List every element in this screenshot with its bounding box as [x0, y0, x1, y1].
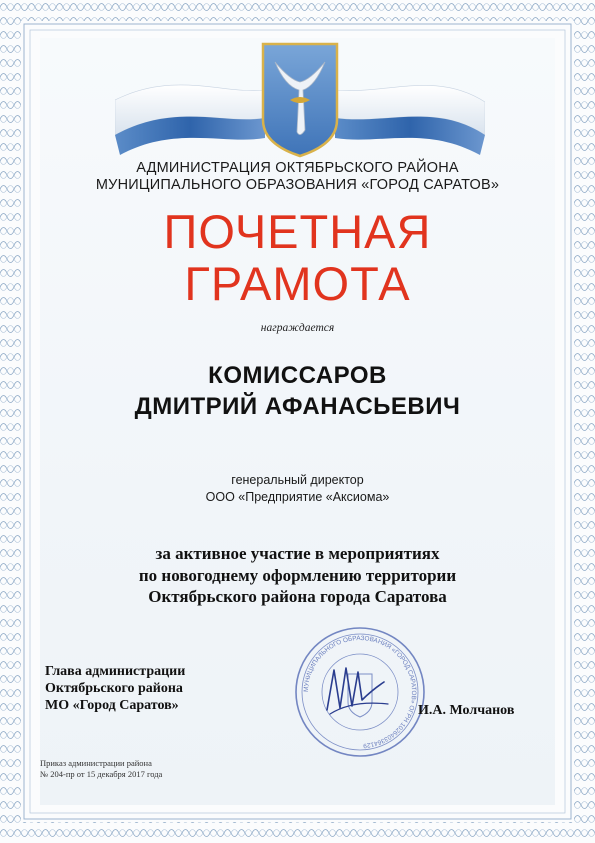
order-reference	[40, 758, 162, 779]
reason-line-2: по новогоднему оформлению территории	[138, 565, 457, 585]
signature-title	[45, 663, 185, 714]
order-line-1: Приказ администрации района	[40, 758, 152, 768]
awarded-label: награждается	[260, 322, 335, 334]
stamp-text: МУНИЦИПАЛЬНОГО ОБРАЗОВАНИЯ «ГОРОД САРАТОВ» ОГРН 1026403364129	[302, 634, 418, 749]
position-title: генеральный директор	[231, 473, 364, 487]
recipient-given-names: ДМИТРИЙ АФАНАСЬЕВИЧ	[134, 393, 461, 420]
reason-line-1: за активное участие в мероприятиях	[155, 544, 440, 563]
position-company: ООО «Предприятие «Аксиома»	[205, 490, 390, 504]
certificate-title	[0, 206, 595, 310]
recipient-position	[0, 472, 595, 506]
award-reason	[0, 543, 595, 608]
handwritten-signature	[322, 660, 392, 720]
recipient-name	[0, 360, 595, 422]
saratov-emblem-flag	[115, 40, 485, 160]
recipient-surname: КОМИССАРОВ	[208, 362, 387, 389]
order-line-2: № 204-пр от 15 декабря 2017 года	[40, 768, 163, 779]
organization-line-1: АДМИНИСТРАЦИЯ ОКТЯБРЬСКОГО РАЙОНА	[136, 160, 459, 176]
reason-line-3: Октябрьского района города Саратова	[148, 587, 447, 606]
signature-title-line-2: Октябрьского района	[45, 681, 183, 696]
signer-name: И.А. Молчанов	[418, 703, 515, 718]
organization-name	[0, 160, 595, 194]
signature-title-line-1: Глава администрации	[45, 664, 186, 679]
title-line-2: ГРАМОТА	[184, 257, 411, 310]
organization-line-2: МУНИЦИПАЛЬНОГО ОБРАЗОВАНИЯ «ГОРОД САРАТОВ»	[95, 177, 500, 193]
signature-title-line-3: МО «Город Саратов»	[45, 698, 179, 713]
title-line-1: ПОЧЕТНАЯ	[163, 205, 432, 258]
